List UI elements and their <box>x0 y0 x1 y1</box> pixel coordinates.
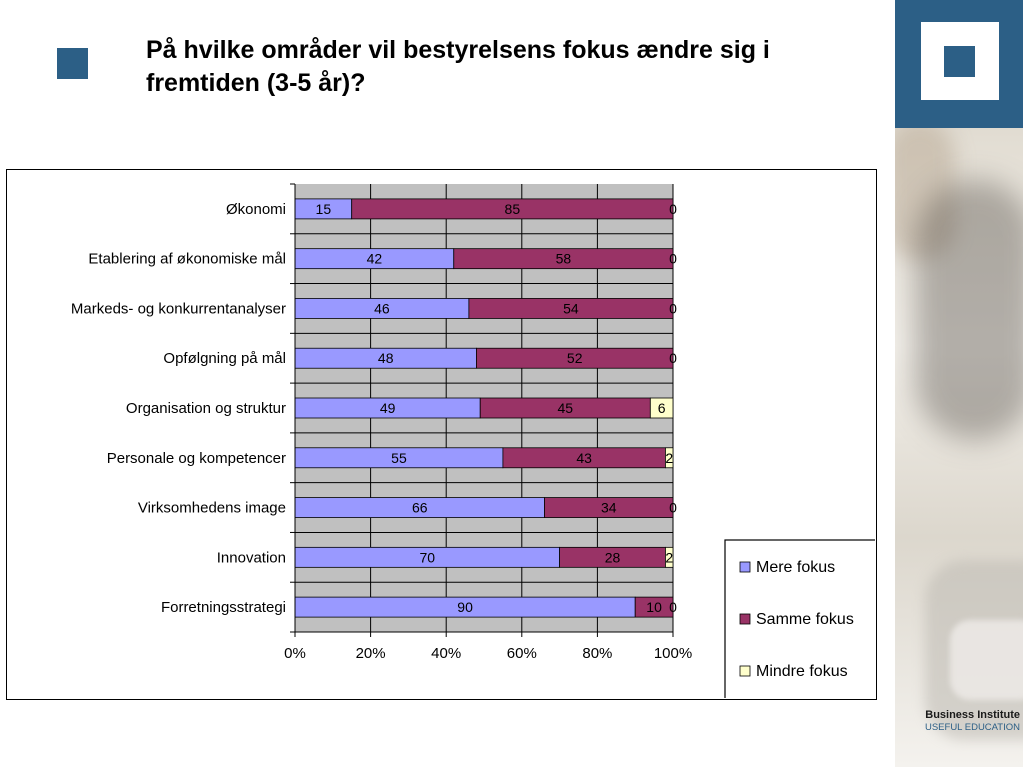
stacked-bar-chart <box>7 170 875 698</box>
data-label: 55 <box>391 449 407 466</box>
data-label: 54 <box>563 300 579 317</box>
logo-box <box>895 0 1023 128</box>
x-tick-label: 40% <box>431 645 462 662</box>
data-label: 52 <box>566 350 583 367</box>
data-label: 42 <box>366 250 383 267</box>
brand-name: Business Institute <box>925 709 1020 721</box>
data-label: 2 <box>665 549 674 566</box>
category-label: Virksomhedens image <box>137 499 286 517</box>
category-label: Opfølgning på mål <box>163 350 286 368</box>
category-label: Innovation <box>216 549 286 567</box>
data-label: 15 <box>315 200 332 217</box>
data-label: 48 <box>377 350 394 367</box>
x-tick-label: 0% <box>284 645 306 662</box>
chart-frame <box>6 169 877 700</box>
legend-swatch <box>740 666 750 676</box>
x-tick-label: 60% <box>506 645 537 662</box>
data-label: 0 <box>669 599 677 616</box>
category-label: Organisation og struktur <box>125 400 286 417</box>
x-tick-label: 80% <box>582 645 613 662</box>
data-label: 6 <box>657 400 666 416</box>
legend-label: Samme fokus <box>756 611 854 628</box>
data-label: 49 <box>379 400 396 416</box>
category-label: Økonomi <box>225 200 286 218</box>
data-label: 70 <box>419 549 436 566</box>
data-label: 28 <box>604 549 621 566</box>
data-label: 58 <box>555 250 572 267</box>
data-label: 66 <box>411 499 428 516</box>
slide-title: På hvilke områder vil bestyrelsens fokus ændre sig i fremtiden (3-5 år)? <box>146 36 770 97</box>
data-label: 10 <box>646 599 662 616</box>
data-label: 0 <box>669 300 677 317</box>
data-label: 0 <box>669 250 677 267</box>
legend-swatch <box>740 614 750 624</box>
data-label: 0 <box>669 350 677 367</box>
category-label: Personale og kompetencer <box>106 449 286 467</box>
legend-swatch <box>740 562 750 572</box>
data-label: 90 <box>457 599 473 616</box>
x-tick-label: 100% <box>653 645 693 662</box>
brand-block <box>896 709 1020 733</box>
brand-tagline: USEFUL EDUCATION <box>924 722 1020 733</box>
data-label: 2 <box>665 449 674 466</box>
data-label: 0 <box>669 499 677 516</box>
data-label: 0 <box>669 200 677 217</box>
legend-label: Mindre fokus <box>756 663 848 680</box>
data-label: 46 <box>374 300 390 317</box>
category-label: Markeds- og konkurrentanalyser <box>70 300 286 318</box>
data-label: 45 <box>557 400 574 416</box>
data-label: 34 <box>600 499 617 516</box>
legend-label: Mere fokus <box>756 559 836 576</box>
category-label: Etablering af økonomiske mål <box>88 250 286 268</box>
x-tick-label: 20% <box>355 645 386 662</box>
logo-square-icon <box>944 46 975 77</box>
category-label: Forretningsstrategi <box>160 599 286 617</box>
decorative-square <box>57 48 88 79</box>
data-label: 85 <box>504 200 521 217</box>
data-label: 43 <box>576 449 592 466</box>
